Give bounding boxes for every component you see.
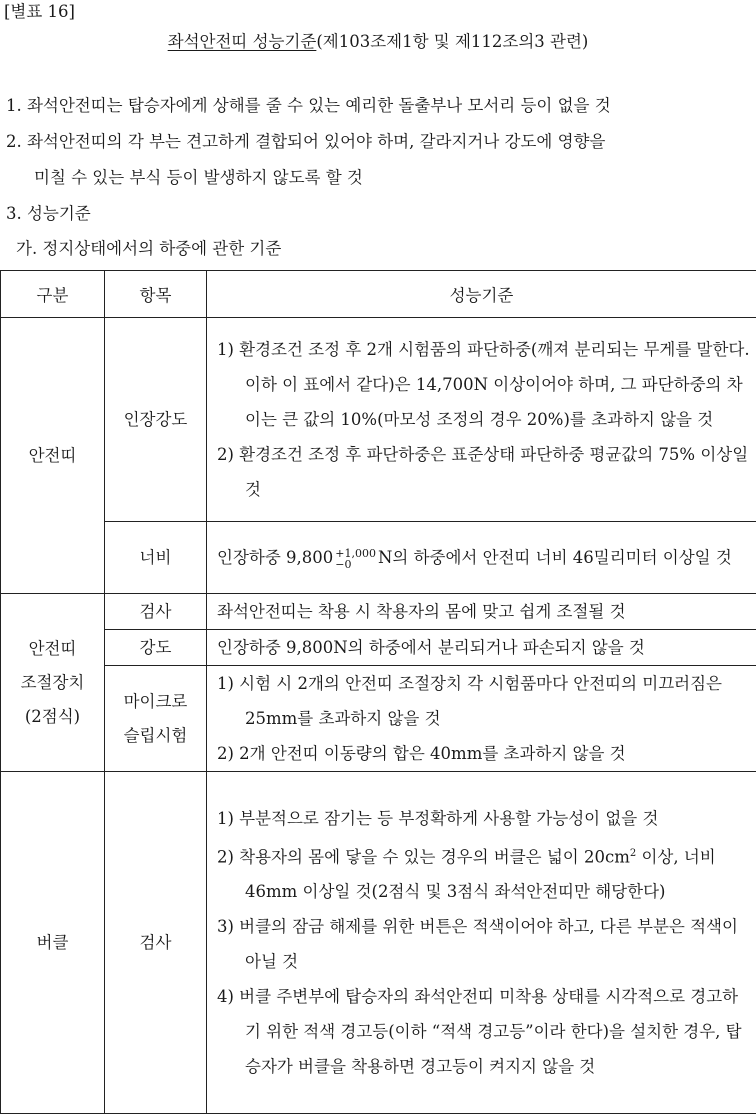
criteria-adjuster-inspection: 좌석안전띠는 착용 시 착용자의 몸에 맞고 쉽게 조절될 것 <box>207 594 756 630</box>
table-row <box>1 318 756 522</box>
criteria-buckle-4: 4) 버클 주변부에 탑승자의 좌석안전띠 미착용 상태를 시각적으로 경고하기 위한 적색 경고등(이하 “적색 경고등”이라 한다)을 설치한 경우, 탑승자가 버클을 착용하면 경고등이 켜지지 않을 것 <box>217 987 742 1077</box>
header-category: 구분 <box>1 271 105 318</box>
item-tensile-strength: 인장강도 <box>105 318 207 522</box>
criteria-width <box>207 522 756 594</box>
criteria-buckle <box>207 772 756 1114</box>
table-header-row <box>1 271 756 318</box>
item-adjuster-inspection: 검사 <box>105 594 207 630</box>
criteria-tensile-2: 2) 환경조건 조정 후 파단하중은 표준상태 파단하중 평균값의 75% 이상일 것 <box>217 445 749 499</box>
criteria-slip-2: 2) 2개 안전띠 이동량의 합은 40mm를 초과하지 않을 것 <box>217 744 626 763</box>
width-load-tolerance: +1,000 −0 <box>335 546 376 571</box>
criteria-buckle-2: 2) 착용자의 몸에 닿을 수 있는 경우의 버클은 넓이 $20cm^2$ 이상, 너비 46mm 이상일 것(2점식 및 3점식 좌석안전띠만 해당한다) <box>217 847 716 902</box>
group-buckle: 버클 <box>1 772 105 1114</box>
group-belt: 안전띠 <box>1 318 105 594</box>
item-micro-slip: 마이크로 슬립시험 <box>105 666 207 772</box>
width-load-value: 인장하중 9,800 <box>217 548 334 567</box>
criteria-tensile-1: 1) 환경조건 조정 후 2개 시험품의 파단하중(깨져 분리되는 무게를 말한다. 이하 이 표에서 같다)은 14,700N 이상이어야 하며, 그 파단하중의 차이는 큰 값의 10%(마모성 조정의 경우 20%)를 초과하지 않을 것 <box>217 340 750 429</box>
intro-item-3: 3. 성능기준 <box>6 204 91 223</box>
intro-item-2: 2. 좌석안전띠의 각 부는 견고하게 결합되어 있어야 하며, 갈라지거나 강도에 영향을 <box>6 132 606 151</box>
title-reference: (제103조제1항 및 제112조의3 관련) <box>316 32 589 51</box>
width-requirement: N의 하중에서 안전띠 너비 46밀리미터 이상일 것 <box>377 548 732 567</box>
intro-item-2-continued: 미칠 수 있는 부식 등이 발생하지 않도록 할 것 <box>34 168 363 187</box>
document-title <box>0 30 756 54</box>
criteria-slip-1: 1) 시험 시 2개의 안전띠 조절장치 각 시험품마다 안전띠의 미끄러짐은 25mm를 초과하지 않을 것 <box>217 674 722 728</box>
criteria-buckle-3: 3) 버클의 잠금 해제를 위한 버튼은 적색이어야 하고, 다른 부분은 적색이 아닐 것 <box>217 917 738 972</box>
criteria-tensile-strength <box>207 318 756 522</box>
header-criteria: 성능기준 <box>207 271 756 318</box>
item-buckle-inspection: 검사 <box>105 772 207 1114</box>
performance-standards-table <box>0 270 756 1114</box>
header-item: 항목 <box>105 271 207 318</box>
group-adjuster: 안전띠 조절장치 (2점식) <box>1 594 105 772</box>
criteria-adjuster-strength: 인장하중 9,800N의 하중에서 분리되거나 파손되지 않을 것 <box>207 630 756 666</box>
table-row <box>1 594 756 630</box>
criteria-micro-slip <box>207 666 756 772</box>
item-adjuster-strength: 강도 <box>105 630 207 666</box>
table-row <box>1 522 756 594</box>
title-main: 좌석안전띠 성능기준 <box>167 32 317 51</box>
table-row <box>1 666 756 772</box>
item-width: 너비 <box>105 522 207 594</box>
table-row <box>1 630 756 666</box>
intro-item-1: 1. 좌석안전띠는 탑승자에게 상해를 줄 수 있는 예리한 돌출부나 모서리 등이 없을 것 <box>6 96 611 115</box>
intro-subitem-ga: 가. 정지상태에서의 하중에 관한 기준 <box>16 239 282 258</box>
criteria-buckle-1: 1) 부분적으로 잠기는 등 부정확하게 사용할 가능성이 없을 것 <box>217 808 659 828</box>
annex-tag: [별표 16] <box>4 2 75 21</box>
table-row <box>1 772 756 1114</box>
